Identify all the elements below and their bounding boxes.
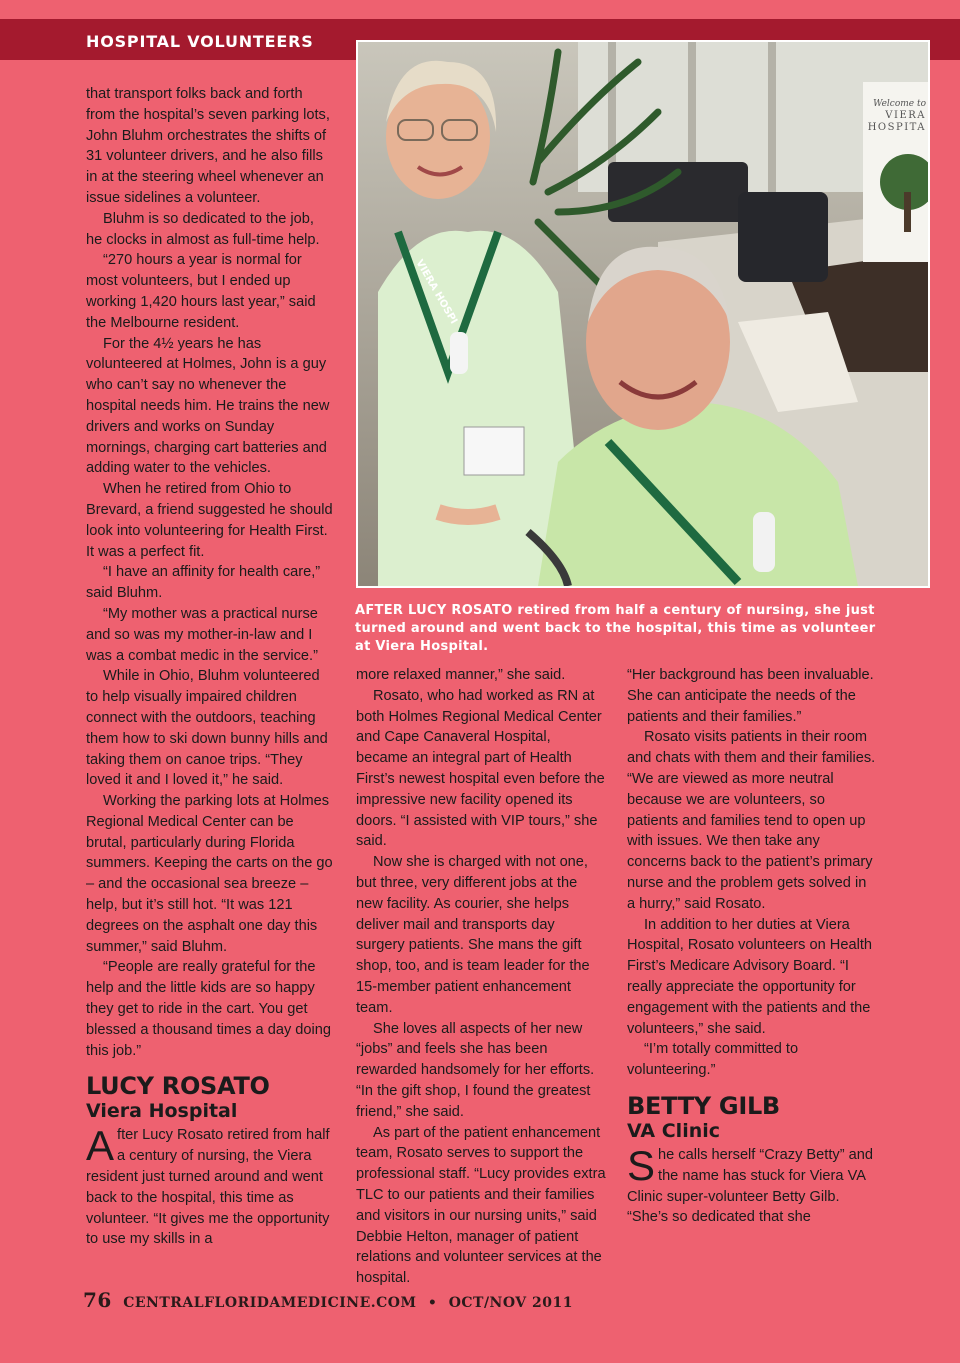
- col3-paragraph-3: In addition to her duties at Viera Hospital, Rosato volunteers on Health First’s Medicare Advisory Board. “I really appreciate the opportunity for engagement with the patients and the volunteers,” she said.: [627, 916, 872, 1037]
- page-footer: [83, 1288, 573, 1312]
- col1-paragraph-4: For the 4½ years he has volunteered at Holmes, John is a guy who can’t say no whenever the hospital needs him. He trains the new drivers and works on Sunday mornings, charging cart batteries and adding water to the vehicles.: [86, 335, 330, 477]
- sign-line-3: HOSPITA: [867, 122, 926, 133]
- col1-paragraph-6: “I have an affinity for health care,” said Bluhm.: [86, 564, 321, 602]
- lucy-lead-text: fter Lucy Rosato retired from half a century of nursing, the Viera resident just turned around and went back to the hospital, this time as volunteer. “It gives me the opportunity to use my skills in a: [86, 1127, 330, 1248]
- article-column-1: [86, 84, 334, 1250]
- sign-line-2: VIERA: [885, 110, 926, 121]
- page-number: 76: [83, 1288, 112, 1312]
- footer-separator: •: [427, 1295, 438, 1311]
- section-label: HOSPITAL VOLUNTEERS: [86, 32, 314, 51]
- lucy-rosato-heading: LUCY ROSATO: [86, 1072, 270, 1101]
- lanyard-text: VIERA HOSPI: [413, 258, 460, 327]
- photo-illustration: [358, 42, 928, 586]
- col2-paragraph-2: Rosato, who had worked as RN at both Holmes Regional Medical Center and Cape Canaveral Hospital, became an integral part of Health First’s newest hospital even before the impressive new facility opened its doors. “I assisted with VIP tours,” she said.: [356, 687, 605, 850]
- col3-paragraph-4: “I’m totally committed to volunteering.”: [627, 1041, 799, 1079]
- col2-paragraph-4: She loves all aspects of her new “jobs” and feels she has been rewarded handsomely for her efforts. “In the gift shop, I found the greatest friend,” she said.: [356, 1020, 595, 1120]
- col1-paragraph-7: “My mother was a practical nurse and so was my mother-in-law and I was a combat medic in the service.”: [86, 605, 318, 664]
- col1-paragraph-10: “People are really grateful for the help and the little kids are so happy they get to ride in the cart. You get blessed a thousand times a day doing this job.”: [86, 959, 332, 1059]
- col2-paragraph-1: more relaxed manner,” she said.: [356, 667, 566, 683]
- va-clinic-subheading: VA Clinic: [627, 1119, 721, 1142]
- article-column-3: [627, 665, 877, 1228]
- col3-paragraph-2: Rosato visits patients in their room and chats with them and their families. “We are viewed as more neutral because we are volunteers, so patients and families tend to open up with issues. We then take any concerns back to the patient’s primary nurse and the problem gets solved in a hurry,” said Rosato.: [627, 729, 876, 912]
- col3-paragraph-1: “Her background has been invaluable. She can anticipate the needs of the patients and their families.”: [627, 667, 874, 725]
- dropcap-a: A: [86, 1122, 115, 1170]
- col1-paragraph-9: Working the parking lots at Holmes Regional Medical Center can be brutal, particularly during Florida summers. Keeping the carts on the go – and the occasional sea breeze – help, but it’s still hot. “It was 121 degrees on the asphalt one day this summer,” said Bluhm.: [86, 793, 333, 955]
- col2-paragraph-3: Now she is charged with not one, but three, very different jobs at the new facility. As courier, she helps deliver mail and transports day surgery patients. She mans the gift shop, too, and is team leader for the 15-member patient enhancement team.: [356, 854, 590, 1016]
- col2-paragraph-5: As part of the patient enhancement team, Rosato serves to support the professional staff. “Lucy provides extra TLC to our patients and their families and visitors in our nursing units,” said Debbie Helton, manager of patient relations and volunteer services at the hospital.: [356, 1124, 606, 1287]
- col1-paragraph-2: Bluhm is so dedicated to the job, he clocks in almost as full-time help.: [86, 210, 320, 248]
- footer-site: CENTRALFLORIDAMEDICINE.COM: [123, 1295, 417, 1311]
- photo-caption: AFTER LUCY ROSATO retired from half a century of nursing, she just turned around and went back to the hospital, this time as volunteer at Viera Hospital.: [355, 603, 876, 655]
- viera-hospital-subheading: Viera Hospital: [86, 1100, 238, 1123]
- betty-lead-paragraph: [627, 1141, 877, 1228]
- footer-issue: OCT/NOV 2011: [448, 1295, 574, 1311]
- sign-line-1: Welcome to: [873, 99, 926, 109]
- dropcap-s: S: [627, 1141, 656, 1189]
- betty-gilb-heading: BETTY GILB: [627, 1091, 780, 1120]
- col1-paragraph-1: that transport folks back and forth from the hospital’s seven parking lots, John Bluhm orchestrates the shifts of 31 volunteer drivers, and he also fills in at the steering wheel whenever an issue sidelines a volunteer.: [86, 86, 330, 206]
- col1-paragraph-5: When he retired from Ohio to Brevard, a friend suggested he should look into volunteering for Health First. It was a perfect fit.: [86, 481, 333, 560]
- article-column-2: [356, 665, 606, 1289]
- col1-paragraph-8: While in Ohio, Bluhm volunteered to help visually impaired children connect with the outdoors, teaching them how to ski down bunny hills and taking them on canoe trips. “They loved it and I loved it,” he said.: [86, 668, 328, 789]
- volunteers-photo: [356, 40, 930, 588]
- betty-lead-text: he calls herself “Crazy Betty” and the name has stuck for Viera VA Clinic super-volunteer Betty Gilb. “She’s so dedicated that she: [627, 1146, 873, 1226]
- col1-paragraph-3: “270 hours a year is normal for most volunteers, but I ended up working 1,420 hours last year,” said the Melbourne resident.: [86, 252, 316, 331]
- lucy-lead-paragraph: [86, 1122, 334, 1250]
